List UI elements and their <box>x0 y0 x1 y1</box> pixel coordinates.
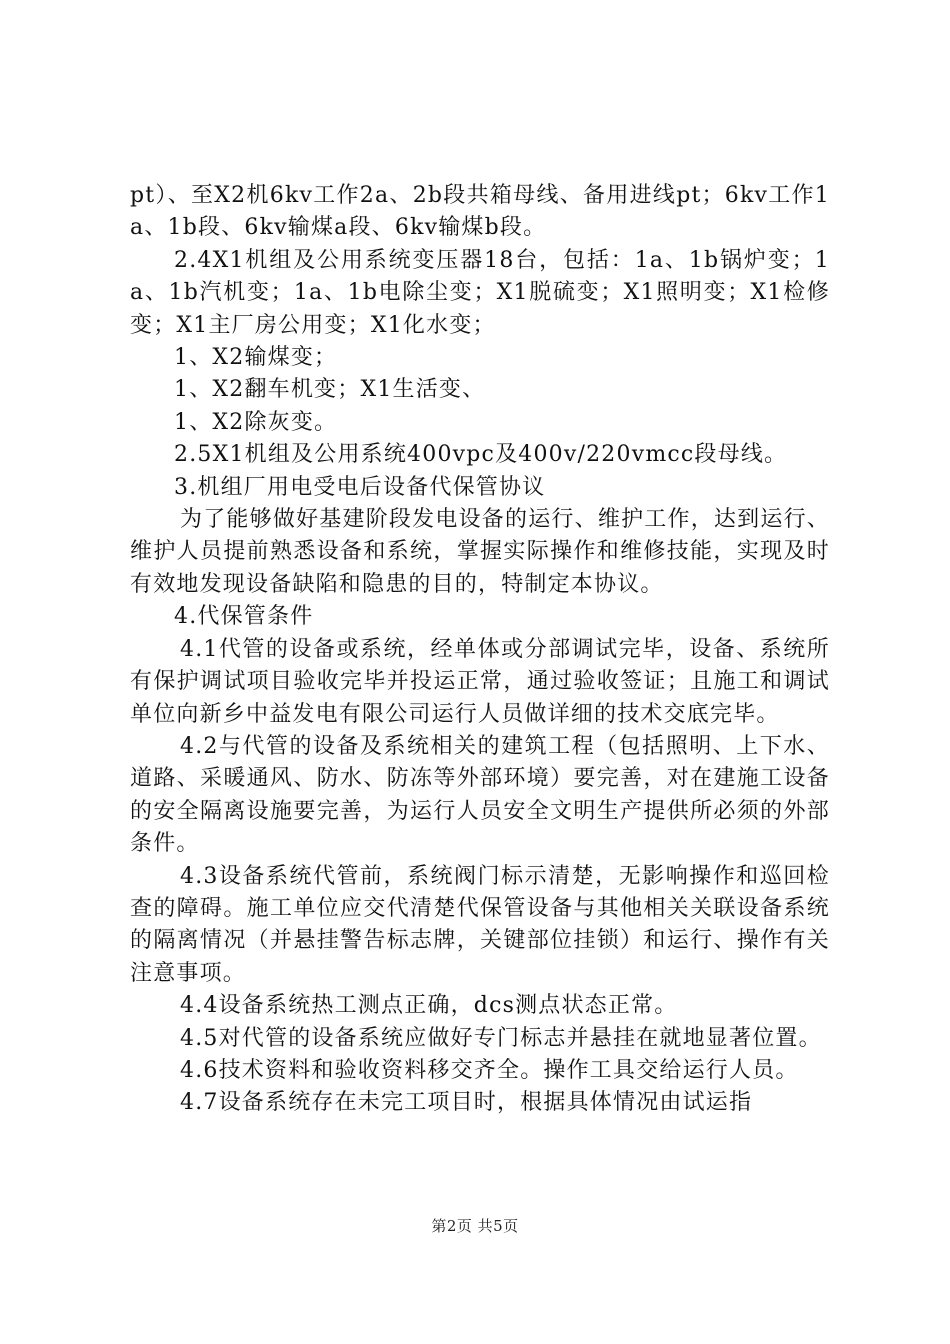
paragraph-4-1: 4.1代管的设备或系统，经单体或分部调试完毕，设备、系统所有保护调试项目验收完毕并投运正常，通过验收签证；且施工和调试单位向新乡中益发电有限公司运行人员做详细的技术交底完毕。 <box>130 636 830 727</box>
paragraph-4-4: 4.4设备系统热工测点正确，dcs测点状态正常。 <box>180 993 678 1019</box>
paragraph-list-item-2: 1、X2翻车机变；X1生活变、 <box>174 377 486 403</box>
paragraph-continuation: pt）、至X2机6kv工作2a、2b段共箱母线、备用进线pt；6kv工作1a、1b段、6kv输煤a段、6kv输煤b段。 <box>130 183 830 241</box>
paragraph-4-2: 4.2与代管的设备及系统相关的建筑工程（包括照明、上下水、道路、采暖通风、防水、防冻等外部环境）要完善，对在建施工设备的安全隔离设施要完善，为运行人员安全文明生产提供所必须的外部条件。 <box>130 733 830 857</box>
paragraph-4-7: 4.7设备系统存在未完工项目时，根据具体情况由试运指 <box>180 1090 753 1116</box>
paragraph-list-item-3: 1、X2除灰变。 <box>174 409 338 435</box>
section-heading-4: 4.代保管条件 <box>174 604 314 630</box>
section-heading-3: 3.机组厂用电受电后设备代保管协议 <box>174 474 546 500</box>
page-number-footer: 第2页 共5页 <box>431 1217 519 1235</box>
paragraph-purpose: 为了能够做好基建阶段发电设备的运行、维护工作，达到运行、维护人员提前熟悉设备和系统，掌握实际操作和维修技能，实现及时有效地发现设备缺陷和隐患的目的，特制定本协议。 <box>130 507 830 597</box>
paragraph-4-6: 4.6技术资料和验收资料移交齐全。操作工具交给运行人员。 <box>180 1057 799 1083</box>
paragraph-4-5: 4.5对代管的设备系统应做好专门标志并悬挂在就地显著位置。 <box>180 1025 822 1051</box>
paragraph-2-4: 2.4X1机组及公用系统变压器18台，包括：1a、1b锅炉变；1a、1b汽机变；1a、1b电除尘变；X1脱硫变；X1照明变；X1检修变；X1主厂房公用变；X1化水变； <box>130 247 830 338</box>
document-body <box>130 180 830 1120</box>
paragraph-2-5: 2.5X1机组及公用系统400vpc及400v/220vmcc段母线。 <box>174 442 788 468</box>
paragraph-4-3: 4.3设备系统代管前，系统阀门标示清楚，无影响操作和巡回检查的障碍。施工单位应交代清楚代保管设备与其他相关关联设备系统的隔离情况（并悬挂警告标志牌，关键部位挂锁）和运行、操作有关注意事项。 <box>130 863 830 986</box>
paragraph-list-item-1: 1、X2输煤变； <box>174 345 338 371</box>
